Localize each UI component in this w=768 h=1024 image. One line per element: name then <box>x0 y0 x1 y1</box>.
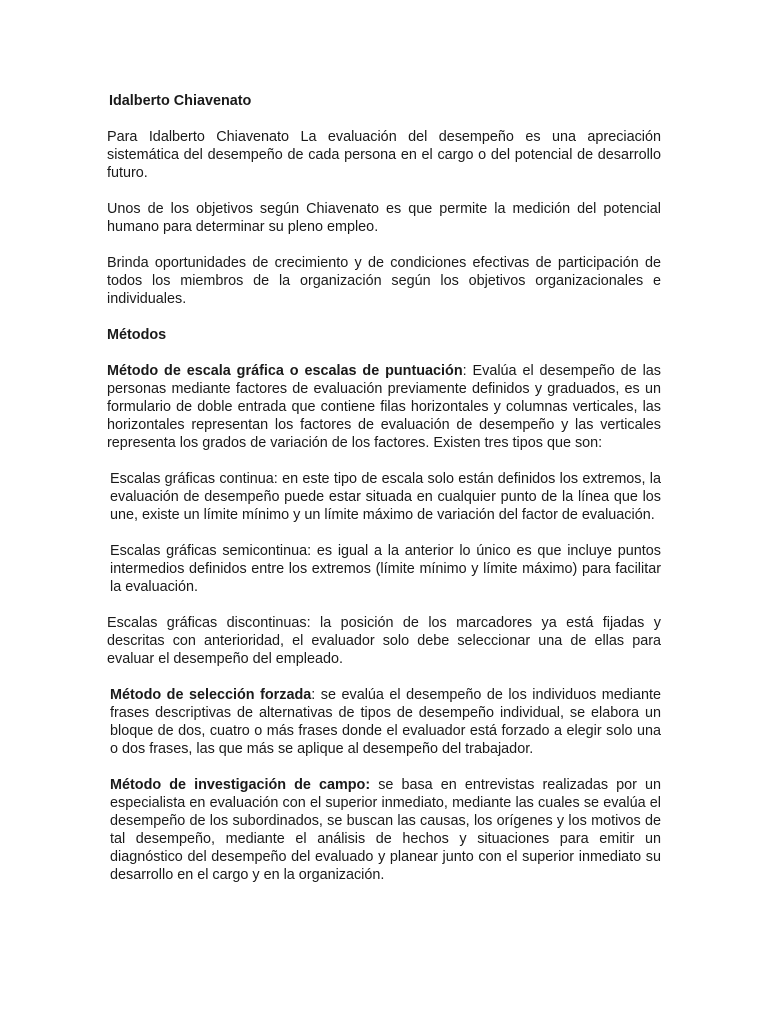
scale-discontinuous-paragraph: Escalas gráficas discontinuas: la posición de los marcadores ya está fijadas y descritas con anterioridad, el evaluador solo debe seleccionar una de ellas para evaluar el desempeño del empleado. <box>107 615 661 667</box>
intro-lead: Para Idalberto Chiavenato <box>107 129 290 145</box>
method-scale-text: : Evalúa el desempeño de las personas mediante factores de evaluación previamente definidos y graduados, es un formulario de doble entrada que contiene filas horizontales y columnas verticales, las horizontales representan los factores de evaluación de desempeño y las verticales representa los grados de variación de los factores. Existen tres tipos que son: <box>107 363 661 451</box>
method-scale-label: Método de escala gráfica o escalas de puntuación <box>107 363 463 379</box>
document-title: Idalberto Chiavenato <box>109 93 252 109</box>
method-forced-paragraph <box>107 686 661 758</box>
scale-continuous-paragraph: Escalas gráficas continua: en este tipo de escala solo están definidos los extremos, la evaluación de desempeño puede estar situada en cualquier punto de la línea que los une, existe un límite mínimo y un límite máximo de variación del factor de evaluación. <box>110 471 661 523</box>
method-field-label: Método de investigación de campo: <box>110 777 371 793</box>
method-field-paragraph <box>107 776 661 884</box>
opportunities-paragraph: Brinda oportunidades de crecimiento y de condiciones efectivas de participación de todos los miembros de la organización según los objetivos organizacionales e individuales. <box>107 255 661 307</box>
intro-text: La evaluación del desempeño es una apreciación sistemática del desempeño de cada persona en el cargo o del potencial de desarrollo futuro. <box>107 129 661 181</box>
methods-heading: Métodos <box>107 327 167 343</box>
intro-paragraph <box>107 128 661 182</box>
method-field-text: se basa en entrevistas realizadas por un especialista en evaluación con el superior inmediato, mediante las cuales se evalúa el desempeño de los subordinados, se buscan las causas, los orígenes y los motivos de tal desempeño, mediante el análisis de hechos y situaciones para emitir un diagnóstico del desempeño del evaluado y planear junto con el superior inmediato su desarrollo en el cargo y en la organización. <box>110 777 662 883</box>
method-forced-label: Método de selección forzada <box>110 687 312 703</box>
method-scale-paragraph <box>107 362 661 452</box>
document-page <box>107 92 661 902</box>
objectives-paragraph: Unos de los objetivos según Chiavenato es que permite la medición del potencial humano para determinar su pleno empleo. <box>107 201 661 235</box>
scale-semicontinuous-paragraph: Escalas gráficas semicontinua: es igual a la anterior lo único es que incluye puntos intermedios definidos entre los extremos (límite mínimo y límite máximo) para facilitar la evaluación. <box>110 543 661 595</box>
method-forced-text: : se evalúa el desempeño de los individuos mediante frases descriptivas de alternativas de tipos de desempeño individual, se elabora un bloque de dos, cuatro o más frases donde el evaluador está forzado a elegir solo una o dos frases, las que más se aplique al desempeño del trabajador. <box>110 687 661 757</box>
